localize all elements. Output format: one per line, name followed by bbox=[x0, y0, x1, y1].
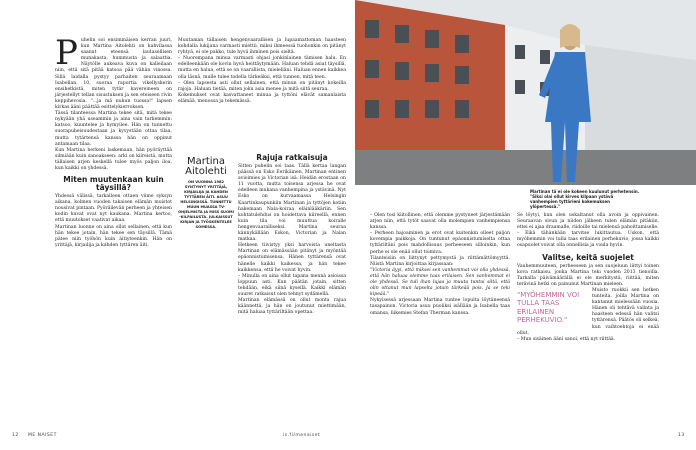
paragraph: Muutaman tällaisen hengenvaarallisen ja lupaamattoman haasteen kohdalla lukijana varmasti miettii, miksi ihmeessä tuohonkin on pitänyt ryhtyä, ei ole pakko, tule hyvä ihminen pois sieltä. bbox=[178, 38, 346, 56]
paragraph: – Minulla on aina ollut tapana mennä asioissa loppuun asti. Kun päätän jotain, sitten tehdään, eikä siinä kysellä. Kaikki elämän suuret ratkaisut olen tehnyt sydämellä. bbox=[238, 273, 346, 297]
paragraph: Hetkeen tiivistyy yksi harvoista uneltasta Martinan on elämässään pitänyt ja myöntää epäonnistumisensa. Hänen tyttärensä ovat hänelle kaikki kaikessa, ja hän tekee kaikkensa, että he voivat hyvin. bbox=[238, 243, 346, 273]
magazine-section: ME NAISET bbox=[28, 433, 57, 438]
subheading: Miten muutenkaan kuin täysillä? bbox=[63, 175, 164, 193]
paragraph: Kokemukset ovat kasvattaneet minua ja tyttöni elävät samanlaista elämää, menossa ja tekemässä. bbox=[178, 92, 346, 104]
paragraph: Sitten puhelin soi taas. Tällä kertaa langan päässä on Esko Eerikäinen, Martinan entinen avioimies ja Victorian isä. Heidän erostaan on 11 vuotta, mutta toisensa arjessa he ovat edelleen mukana vanhempina ja ystävinä. Nyt Esko on kurvaamassa Helsingin Kaartinkaupunkiin Martinan ja tyttöjen kotiin hakemaan Nala-koiraa eläinlääkäriin. Sen kohtatulehdus on hoidettava kiireellä, ennen kuin tila voi muuttua koiralle hengenvaaralliseksi. Martina seuraa kännykällään Eskon, Victorian ja Nalan matkaa. bbox=[238, 164, 346, 243]
paragraph: Muisto ruokkii sen hetken tunteita, joilla Martina on kantanut mielessään vuosia. Hänen oli tehtävä valinta ja haasteen edessä hän valitsi tyttärensä. Päätös oli selkeä, kun vaihtoehtoja ei enää ollut. bbox=[517, 287, 659, 336]
paragraph: – Eikä tähänkään tarvitse lukittautua. Uskon, että myöhemmin voi tulla taas erilainen perhekuvio, jossa kaikki osapuolet voivat olla onnellisia ja voida hyvin. bbox=[517, 231, 659, 249]
article-column-3 bbox=[238, 150, 346, 316]
paragraph: uhelin soi ensimmäisen kerran juuri, kun Martina Aitolehti on kahvilassa saanut eteensä lautasellisen munakasta, hummusta ja salaattia. Näytölle aukeava kuva on kalleilaan niin, että sitä pitää katsoa pää vähän vinossa. Sillä laidalla pystyy parhaiten seuraamaan Isabellan, 10, suoraa raportia vikellyskerin ensihetkistä, miten tytär kavereineen on järjestellyt tellan sisustuksen ja sen eteiseen rivin keppihevosia. "...ja mä nukun tuossa!" lapsen kirkas ääni päättää esittelykierroksen. bbox=[55, 38, 172, 111]
article-column-1 bbox=[55, 33, 172, 249]
paragraph: Tilanteisiin on liittynyt pettymystä ja riittämättömyyttä. Niistä Martina kirjoittaa kirjassaan: bbox=[370, 255, 510, 267]
paragraph: – Mun sisäinen ääni sanoi, että nyt riittää. bbox=[517, 336, 616, 342]
page-number-right: 13 bbox=[678, 433, 685, 438]
paragraph: "Victoria äyyi, että miksei sen vanhemmat voi olla yhdessä, että hän haluaa olemme taas erilaisen. Sen vanhemmat ei ole yhdessä. Se tuli ihan lujaa ja muuta tuntui siltä, että olin ottanut mun lapselta jotain tärkeää pois. Ja se teki kipeää." bbox=[370, 267, 510, 298]
subheading: Valitse, keitä suojelet bbox=[542, 252, 634, 262]
page-number-left: 12 bbox=[12, 433, 19, 438]
pull-quote: "MYÖHEMMIN VOI TULLA TAAS ERILAINEN PERHEKUVIO." bbox=[517, 291, 587, 325]
article-column-5 bbox=[517, 213, 659, 343]
paragraph: Kun Martina herkeni laskemaan, hän pyöräyttää silmiään kuin sanoakseen: arki on kiireistä, mutta tällaisen arjen keskellä tulee myös paljon iloa, kun kaikki on yhdessä. bbox=[55, 147, 172, 171]
paragraph: Tässä tilanteessa Martina tekee sitä, mitä tekee nykyään yhä useammin ja aina vain tarkemmin: katsoo, kuuntelee ja hymyilee. Hän on tunnettu suorapuheisuudestaan ja kyvystään ottaa tilaa, mutta tytärtensä kanssa hän on oppinut antamaan tilaa. bbox=[55, 111, 172, 147]
paragraph: – Perheen hajoaminen ja erot ovat kuitenkin olleet paljon kovempia paikkoja. On tuntunut epäonnistumiselta ottaa tyttäriltäni pois mahdollisuus perheeseen silloinkin, kun perhe ei ole enää ollut toimiva. bbox=[370, 231, 510, 255]
subheading: Rajuja ratkaisuja bbox=[256, 153, 328, 162]
paragraph: Martinan luonne on aina ollut sellainen, että kun hän tekee jotain, hän tekee sen täysillä. Tämä pätee niin työhön kuin äitiyteenkin. Hän on yrittäjä, kirjailija ja kahden tyttären äiti. bbox=[55, 224, 172, 248]
paragraph: Martinan elämässä on ollut monta rajua käännettä, ja hän on joutunut miettimään, mitä haluaa tyttäriltään opettaa. bbox=[238, 298, 346, 316]
article-photo bbox=[355, 0, 696, 185]
paragraph: Nykyisessä arjessaan Martina tuntee lopulta löytäneensä tasapainon. Victoria asuu puoliksi isällään ja Isabella taas omansa, liikemies Stefan Therman kanssa. bbox=[370, 298, 510, 316]
paragraph: – Nuorempana minua varmasti ohjasi jonkinlainen tämisen halu. En edelleenkään ole kovin hyvä heittäytymään. Haluan tehdä asiat täysillä, mutta en halua, että se on vaarallista, mielelläni. Haluan ennen kaikkea olla läsnä, mulle tulee todella tärkeäksi, että tunnen, mitä teen. bbox=[178, 56, 346, 80]
paragraph: Yhdessä välissä, tarkalleen ottaen viime syksyn aikana, kolmen vuoden takaisen elämän muistot nousivat pintaan. Pyöräilevän perheen ja yhteisen kodin kuvat ovat nyt kaukana. Martina kertoo, että muutokset vaativat aikaa. bbox=[55, 194, 172, 224]
paragraph: Vauhemmuuteen, perheeseen ja sen suojeluun liittyi toinen kova ratkaisu, jonka Martina teki vuoden 2013 tienoilla. Tarkalla päivämäärällä ei ole merkitystä, riittää, miten terävinä hetki on painunut Martinan mieleen. bbox=[517, 263, 659, 287]
fact-box bbox=[178, 157, 234, 230]
paragraph: Se löytyi, kun olen uskaltanut olla avoin ja oppivainen. Seuraavan sivun ja niiden jälkeen tulen elämän pitäkiin, ettei ei ajaa draamalle, riidoille tai mielensä pahoittamiselle. bbox=[517, 213, 659, 231]
fact-box-title: Martina Aitolehti bbox=[185, 156, 227, 177]
paragraph: – Olen lapsesta asti ollut sellainen, että minun on pitänyt kokeilla rajoja. Haluan tietää, miten joku asia menee ja mitä siitä seuraa. bbox=[178, 80, 346, 92]
website-url: is.fi/menaiset bbox=[283, 433, 321, 438]
article-column-2 bbox=[178, 38, 346, 105]
paragraph: – Olen tosi kiitollinen, että olemme pystyneet järjestämään arjen niin, että tytöt saavat olla molempien vanhempiensa kanssa. bbox=[370, 213, 510, 231]
drop-cap: P bbox=[55, 33, 78, 73]
article-column-4 bbox=[370, 213, 510, 317]
fact-box-text: ON VUONNA 1982 SYNTYNYT YRITTÄJÄ, KIRJAILIJA JA KAHDEN TYTTÄREN ÄITI. ASUU HELSINGISSÄ. TUNNETTU MUUN MUASSA TV-OHJELMISTA JA MISS SUOMI -KILPAILUSTA. JULKAISSUT KIRJAN JA TYÖSKENTELEE SOMESSA. bbox=[178, 180, 234, 229]
photo-caption: Martinan tä ei ole kokeen kuulunut perhetensin. "Siksi olai ollut kirves kilpaan ystävä vanhempien tyttärieni kokemuksen ylöpertessä." bbox=[530, 189, 640, 209]
